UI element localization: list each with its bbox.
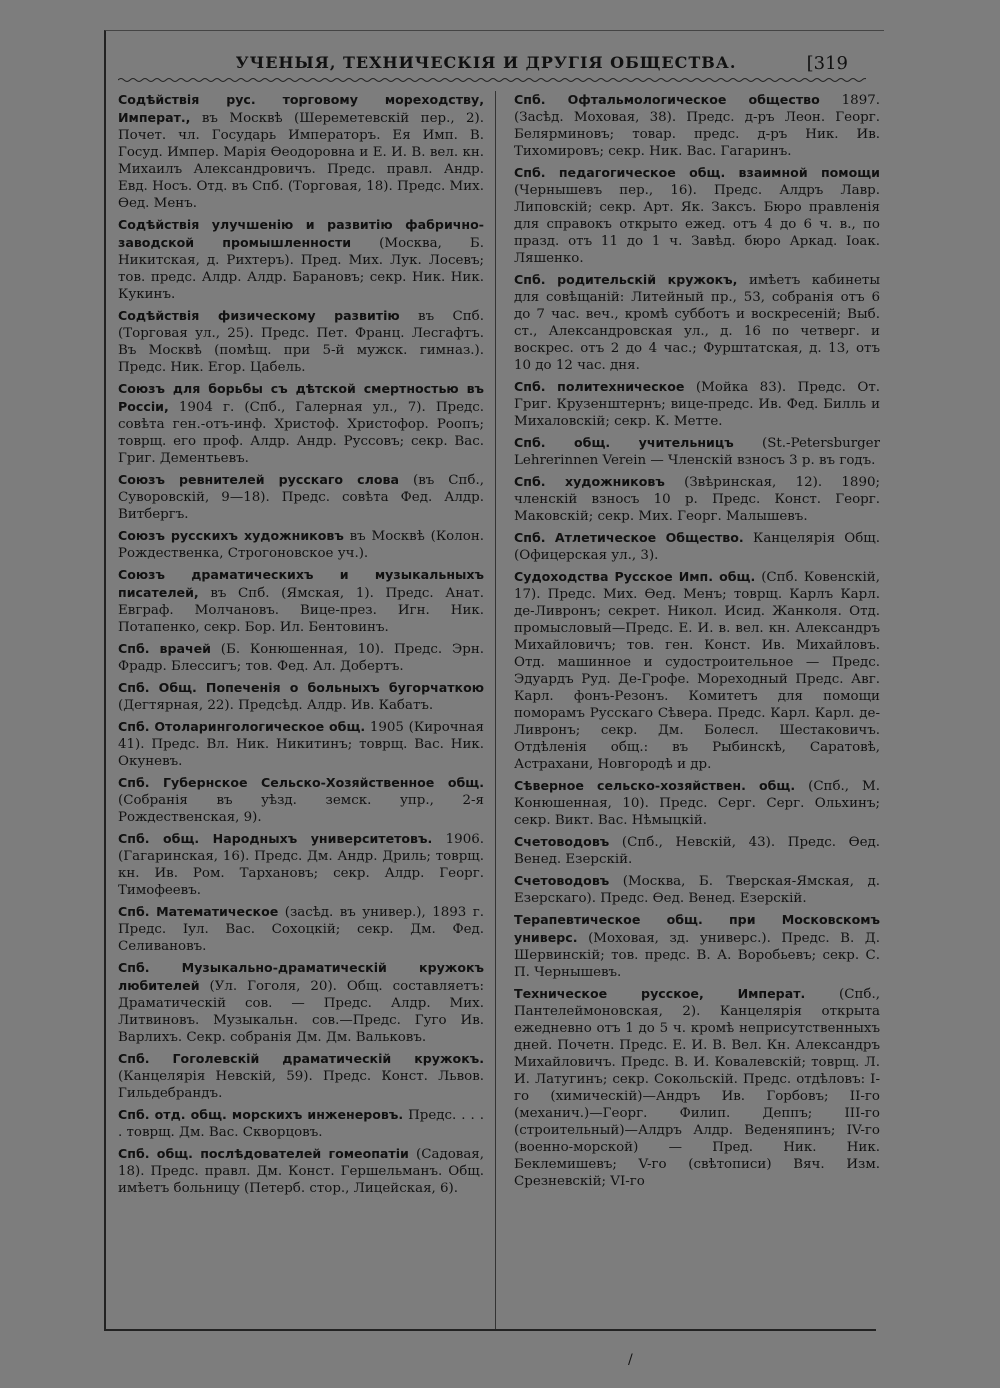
directory-entry [118,91,484,212]
entry-text: (Моховая, зд. универс.). Предс. В. Д. Шервинскій; тов. предс. В. А. Воробьевъ; секр. С. П. Чернышевъ. [514,931,880,980]
entry-heading: Спб. Музыкально-драматическій кружокъ любителей [118,960,484,993]
directory-entry [514,164,880,267]
directory-entry [118,830,484,899]
entry-text: (Б. Конюшенная, 10). Предс. Эрн. Фрадр. Блессигъ; тов. Фед. Ал. Добертъ. [118,642,484,674]
directory-entry [118,774,484,826]
column-divider [495,91,496,1331]
directory-entry [118,679,484,714]
directory-entry [514,568,880,773]
entry-text: (Ул. Гоголя, 20). Общ. составляетъ: Драматическій сов. — Предс. Алдр. Мих. Литвиновъ. Музыкальн. сов.—Предс. Гуго Ив. Варлихъ. Секр. собранія Дм. Дм. Вальковъ. [118,979,484,1045]
entry-heading: Спб. родительскій кружокъ, [514,272,738,287]
directory-entry [514,434,880,469]
entry-text: (Чернышевъ пер., 16). Предс. Алдръ Лавр. Липовскій; секр. Арт. Як. Заксъ. Бюро правленія для справокъ открыто ежед. отъ 4 до 6 ч. в., по празд. отъ 11 до 1 ч. Завѣд. бюро Аркад. Іоак. Ляшенко. [514,183,880,266]
directory-entry [118,307,484,376]
entry-heading: Спб. Губернское Сельско-Хозяйственное общ. [118,775,484,790]
entry-text: (Канцелярія Невскій, 59). Предс. Конст. Львов. Гильдебрандъ. [118,1069,484,1101]
entry-heading: Счетоводовъ [514,834,610,849]
directory-entry [118,1106,484,1141]
directory-entry [514,911,880,981]
entry-text: (Собранія въ уѣзд. земск. упр., 2-я Рождественская, 9). [118,793,484,825]
left-column [118,91,484,1331]
entry-text: въ Москвѣ (Шереметевскій пер., 2). Почет. чл. Государь Императоръ. Ея Имп. В. Госуд. Импер. Марія Ѳеодоровна и Е. И. В. вел. кн. Михаилъ Александровичъ. Предс. правл. Андр. Евд. Носъ. Отд. въ Спб. (Торговая, 18). Предс. Мих. Ѳед. Менъ. [118,111,484,211]
directory-entry [514,529,880,564]
entry-heading: Союзъ драматическихъ и музыкальныхъ писателей, [118,567,484,600]
entry-heading: Спб. политехническое [514,379,685,394]
entry-text: (Дегтярная, 22). Предсѣд. Алдр. Ив. Кабатъ. [118,698,434,713]
wavy-divider [118,75,866,85]
entry-heading: Судоходства Русское Имп. общ. [514,569,756,584]
entry-heading: Спб. Общ. Попеченія о больныхъ бугорчаткою [118,680,484,695]
directory-entry [514,378,880,430]
entry-heading: Содѣйствія улучшенію и развитію фабрично-заводской промышленности [118,217,484,250]
directory-entry [514,833,880,868]
entry-text: Предс. . . . . товрщ. Дм. Вас. Скворцовъ. [118,1108,484,1140]
entry-text: (Спб., Пантелеймоновская, 2). Канцелярія открыта ежедневно отъ 1 до 5 ч. кромѣ неприсутственныхъ дней. Почетн. Предс. Е. И. В. Вел. Кн. Александръ Михайловичъ. Предс. В. И. Ковалевскій; товрщ. Л. И. Латугинъ; секр. Сокольскій. Предс. отдѣловъ: I-го (химическій)—Андръ Ив. Горбовъ; II-го (механич.)—Георг. Филип. Деппъ; III-го (строительный)—Алдръ Алдр. Веденяпинъ; IV-го (военно-морской) — Пред. Ник. Ник. Беклемишевъ; V-го (свѣтописи) Вяч. Изм. Срезневскій; VI-го [514,987,880,1189]
entry-heading: Техническое русское, Императ. [514,986,806,1001]
right-column [514,91,880,1331]
entry-heading: Спб. общ. послѣдователей гомеопатіи [118,1146,409,1161]
entry-text: 1904 г. (Спб., Галерная ул., 7). Предс. совѣта ген.-отъ-инф. Христоф. Христофор. Роопъ; товрщ. его проф. Алдр. Андр. Руссовъ; секр. Вас. Григ. Дементьевъ. [118,400,484,466]
entry-text: имѣетъ кабинеты для совѣщаній: Литейный пр., 53, собранія отъ 6 до 7 час. веч., кромѣ субботъ и воскресеній; Выб. ст., Александровская ул., д. 16 по четверг. и воскрес. отъ 2 до 4 час.; Фурштатская, д. 13, отъ 10 до 12 час. дня. [514,273,880,373]
entry-heading: Спб. общ. Народныхъ университетовъ. [118,831,433,846]
entry-text: (St.-Petersburger Lehrerinnen Verein — Членскій взносъ 3 р. въ годъ. [514,436,880,468]
directory-entry [118,380,484,467]
entry-text: (Москва, Б. Никитская, д. Рихтеръ). Пред. Мих. Лук. Лосевъ; тов. предс. Алдр. Алдр. Барановъ; секр. Ник. Ник. Кукинъ. [118,236,484,302]
directory-entry [514,91,880,160]
entry-heading: Спб. Математическое [118,904,279,919]
entry-text: въ Москвѣ (Колон. Рождественка, Строгоновское уч.). [118,529,484,561]
entry-heading: Спб. общ. учительницъ [514,435,734,450]
directory-entry [118,1050,484,1102]
entry-heading: Спб. отд. общ. морскихъ инженеровъ. [118,1107,404,1122]
entry-text: (засѣд. въ универ.), 1893 г. Предс. Іул. Вас. Сохоцкій; секр. Дм. Фед. Селивановъ. [118,905,484,954]
directory-entry [118,640,484,675]
directory-entry [514,473,880,525]
entry-heading: Спб. художниковъ [514,474,665,489]
directory-entry [514,271,880,374]
entry-text: (Москва, Б. Тверская-Ямская, д. Езерскаго). Предс. Ѳед. Венед. Езерскій. [514,874,880,906]
directory-entry [118,216,484,303]
directory-entry [118,1145,484,1197]
entry-text: (въ Спб., Суворовскій, 9—18). Предс. совѣта Фед. Алдр. Витбергъ. [118,473,484,522]
entry-text: въ Спб. (Торговая ул., 25). Предс. Пет. Франц. Лесгафтъ. Въ Москвѣ (помѣщ. при 5-й мужск. гимназ.). Предс. Ник. Егор. Цабель. [118,309,484,375]
entry-heading: Союзъ для борьбы съ дѣтской смертностью въ Россіи, [118,381,484,414]
entry-heading: Содѣйствія физическому развитію [118,308,400,323]
page-number: [319 [806,53,848,74]
directory-entry [118,959,484,1046]
entry-heading: Союзъ русскихъ художниковъ [118,528,344,543]
entry-heading: Терапевтическое общ. при Московскомъ универс. [514,912,880,945]
entry-text: въ Спб. (Ямская, 1). Предс. Анат. Евграф. Молчановъ. Вице-през. Игн. Ник. Потапенко, секр. Бор. Ил. Бентовинъ. [118,586,484,635]
entry-heading: Счетоводовъ [514,873,610,888]
stray-mark: / [628,1352,633,1368]
entry-heading: Содѣйствія рус. торговому мореходству, Императ., [118,92,484,125]
entry-text: 1906. (Гагаринская, 16). Предс. Дм. Андр. Дриль; товрщ. кн. Ив. Ром. Тархановъ; секр. Алдр. Георг. Тимофеевъ. [118,832,484,898]
entry-text: 1897. (Засѣд. Моховая, 38). Предс. д-ръ Леон. Георг. Белярминовъ; товар. предс. д-ръ Ник. Ив. Тихомировъ; секр. Ник. Вас. Гагаринъ. [514,93,880,159]
entry-text: (Садовая, 18). Предс. правл. Дм. Конст. Гершельманъ. Общ. имѣетъ больницу (Петерб. стор., Лицейская, 6). [118,1147,484,1196]
entry-heading: Спб. Гоголевскій драматическій кружокъ. [118,1051,484,1066]
page-title: УЧЕНЫЯ, ТЕХНИЧЕСКІЯ И ДРУГІЯ ОБЩЕСТВА. [235,53,737,72]
directory-entry [118,527,484,562]
directory-entry [118,471,484,523]
bottom-rule [106,1329,876,1331]
entry-heading: Спб. педагогическое общ. взаимной помощи [514,165,880,180]
entry-text: (Звѣринская, 12). 1890; членскій взносъ 10 р. Предс. Конст. Георг. Маковскій; секр. Мих. Георг. Малышевъ. [514,475,880,524]
directory-entry [118,718,484,770]
entry-heading: Спб. врачей [118,641,211,656]
entry-text: 1905 (Кирочная 41). Предс. Вл. Ник. Никитинъ; товрщ. Вас. Ник. Окуневъ. [118,720,484,769]
entry-heading: Спб. Отоларингологическое общ. [118,719,366,734]
directory-entry [118,903,484,955]
directory-entry [514,777,880,829]
page-sheet [104,30,884,1331]
entry-text: Канцелярія Общ. (Офицерская ул., 3). [514,531,880,563]
directory-entry [514,872,880,907]
entry-heading: Спб. Атлетическое Общество. [514,530,744,545]
entry-heading: Сѣверное сельско-хозяйствен. общ. [514,778,796,793]
entry-text: (Мойка 83). Предс. От. Григ. Крузенштернъ; вице-предс. Ив. Фед. Билль и Михаловскій; секр. К. Метте. [514,380,880,429]
directory-entry [514,985,880,1190]
directory-entry [118,566,484,636]
entry-text: (Спб. Ковенскій, 17). Предс. Мих. Ѳед. Менъ; товрщ. Карлъ Карл. де-Ливронъ; секрет. Никол. Исид. Жанколя. Отд. промысловый—Предс. Е. И. в. вел. кн. Александръ Михайловичъ; тов. ген. Конст. Ив. Михайловъ. Отд. машинное и судостроительное — Предс. Эдуардъ Руд. Де-Грофе. Мореходный Предс. Авг. Карл. фонъ-Резонъ. Комитетъ для помощи поморамъ Русскаго Сѣвера. Предс. Карл. Карл. де-Ливронъ; секр. Дм. Болесл. Шестаковичъ. Отдѣленія общ.: въ Рыбинскѣ, Саратовѣ, Астрахани, Новгородѣ и др. [514,570,880,772]
entry-heading: Союзъ ревнителей русскаго слова [118,472,399,487]
entry-text: (Спб., Невскій, 43). Предс. Ѳед. Венед. Езерскій. [514,835,880,867]
entry-text: (Спб., М. Конюшенная, 10). Предс. Серг. Серг. Ольхинъ; секр. Викт. Вас. Нѣмыцкій. [514,779,880,828]
entry-heading: Спб. Офтальмологическое общество [514,92,820,107]
